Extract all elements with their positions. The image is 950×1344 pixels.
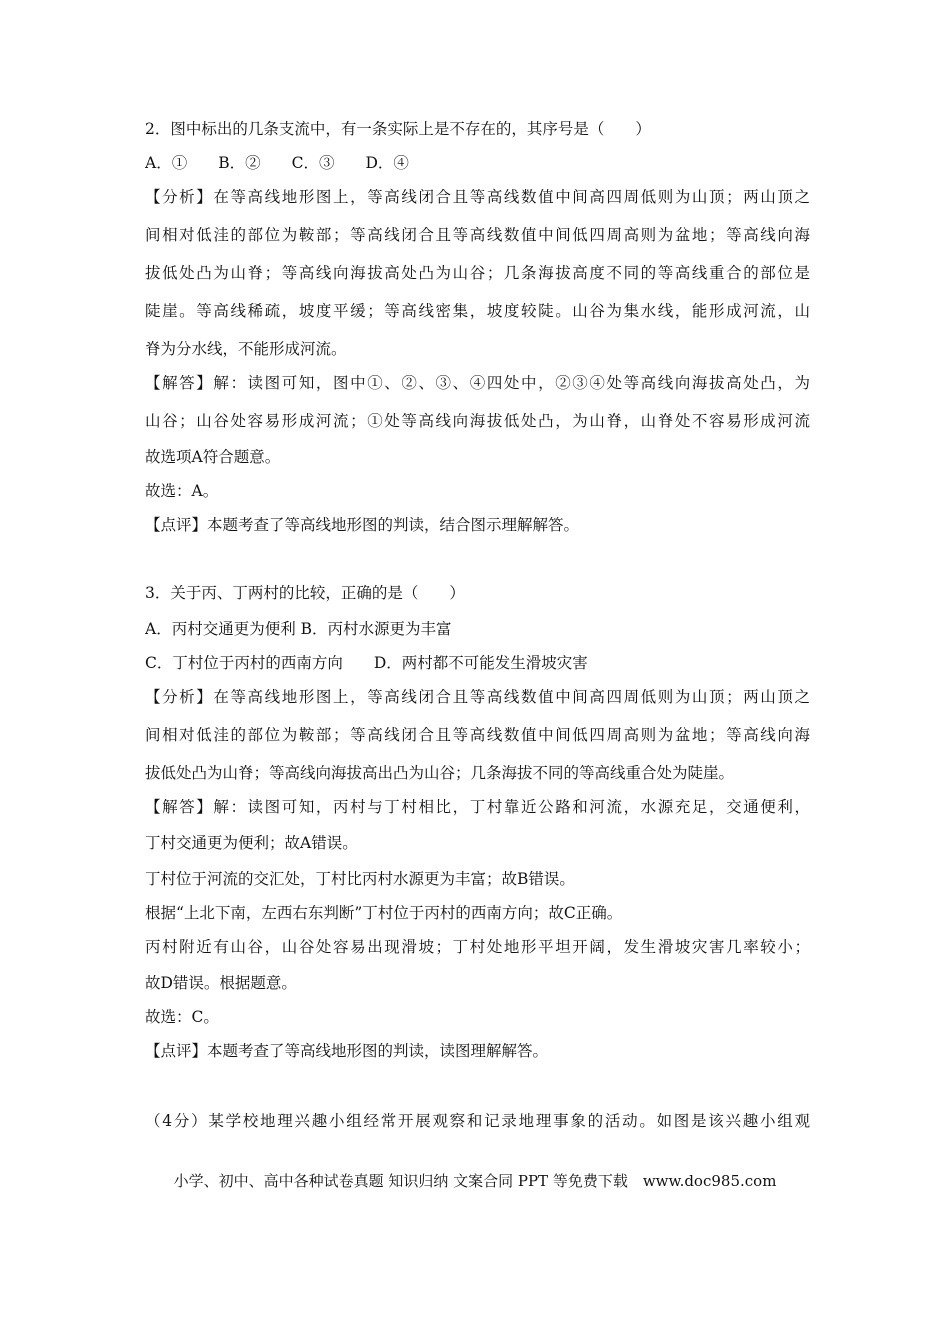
q3-choice: 故选：C。 <box>145 1008 219 1026</box>
q3-answer-line: 丁村交通更为便利；故A错误。 <box>145 834 358 852</box>
q3-question: 3．关于丙、丁两村的比较，正确的是（ ） <box>145 584 465 602</box>
q3-answer-line: 故D错误。根据题意。 <box>145 974 297 992</box>
q3-analysis-line: 【分析】在等高线地形图上，等高线闭合且等高线数值中间高四周低则为山顶；两山顶之 <box>145 688 810 706</box>
q3-comment: 【点评】本题考查了等高线地形图的判读，读图理解解答。 <box>145 1042 549 1060</box>
q2-analysis-line: 拔低处凸为山脊；等高线向海拔高处凸为山谷；几条海拔高度不同的等高线重合的部位是 <box>145 264 810 282</box>
q3-answer-line: 【解答】解：读图可知，丙村与丁村相比，丁村靠近公路和河流，水源充足，交通便利， <box>145 798 810 816</box>
q2-options: A．① B．② C．③ D．④ <box>145 154 409 172</box>
q2-answer-line: 故选项A符合题意。 <box>145 448 281 466</box>
q2-choice: 故选：A。 <box>145 482 219 500</box>
q2-comment: 【点评】本题考查了等高线地形图的判读，结合图示理解解答。 <box>145 516 580 534</box>
q3-options-ab: A．丙村交通更为便利 B．丙村水源更为丰富 <box>145 620 452 638</box>
q2-analysis-line: 间相对低洼的部位为鞍部；等高线闭合且等高线数值中间低四周高则为盆地；等高线向海 <box>145 226 810 244</box>
q2-answer-line: 山谷；山谷处容易形成河流；①处等高线向海拔低处凸，为山脊，山脊处不容易形成河流 <box>145 412 810 430</box>
q3-answer-line: 丁村位于河流的交汇处，丁村比丙村水源更为丰富；故B错误。 <box>145 870 575 888</box>
q2-analysis-line: 【分析】在等高线地形图上，等高线闭合且等高线数值中间高四周低则为山顶；两山顶之 <box>145 188 810 206</box>
q4-intro: （4分）某学校地理兴趣小组经常开展观察和记录地理事象的活动。如图是该兴趣小组观 <box>145 1112 810 1130</box>
q3-analysis-line: 拔低处凸为山脊；等高线向海拔高出凸为山谷；几条海拔不同的等高线重合处为陡崖。 <box>145 764 735 782</box>
q3-answer-line: 根据“上北下南，左西右东判断”丁村位于丙村的西南方向；故C正确。 <box>145 904 623 922</box>
q2-analysis-line: 陡崖。等高线稀疏，坡度平缓；等高线密集，坡度较陡。山谷为集水线，能形成河流，山 <box>145 302 810 320</box>
q2-question: 2．图中标出的几条支流中，有一条实际上是不存在的，其序号是（ ） <box>145 120 651 138</box>
page-footer: 小学、初中、高中各种试卷真题 知识归纳 文案合同 PPT 等免费下载 www.doc985.com <box>173 1172 777 1190</box>
q3-options-cd: C．丁村位于丙村的西南方向 D．两村都不可能发生滑坡灾害 <box>145 654 588 672</box>
q3-answer-line: 丙村附近有山谷，山谷处容易出现滑坡；丁村处地形平坦开阔，发生滑坡灾害几率较小； <box>145 938 810 956</box>
q3-analysis-line: 间相对低洼的部位为鞍部；等高线闭合且等高线数值中间低四周高则为盆地；等高线向海 <box>145 726 810 744</box>
q2-answer-line: 【解答】解：读图可知，图中①、②、③、④四处中，②③④处等高线向海拔高处凸，为 <box>145 374 810 392</box>
q2-analysis-line: 脊为分水线，不能形成河流。 <box>145 340 347 358</box>
